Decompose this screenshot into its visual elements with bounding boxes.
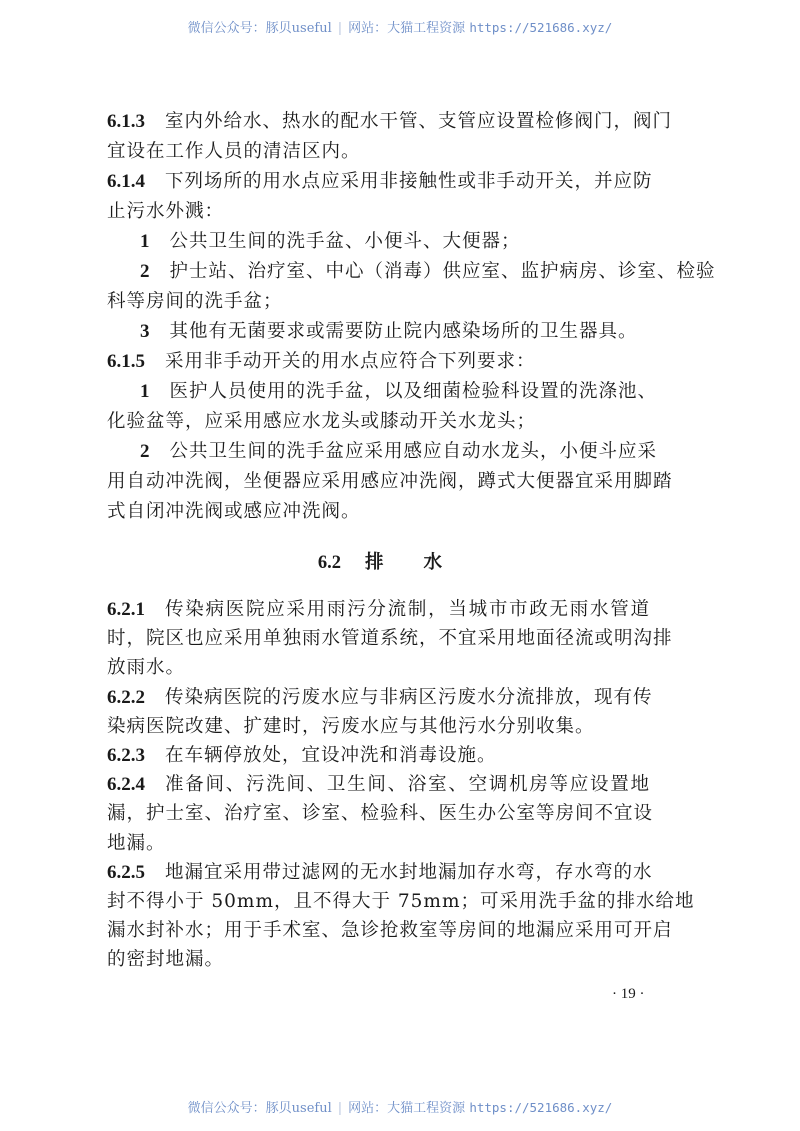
text-line — [107, 683, 653, 712]
line-text: 漏水封补水；用于手术室、急诊抢救室等房间的地漏应采用可开启 — [107, 920, 673, 942]
line-text: 室内外给水、热水的配水干管、支管应设置检修阀门，阀门 — [165, 111, 673, 132]
line-text: 放雨水。 — [107, 657, 186, 679]
item-number: 3 — [140, 321, 150, 342]
clause-number: 6.2.3 — [107, 744, 145, 766]
watermark-header — [0, 17, 800, 36]
line-text: 封不得小于 50mm，且不得大于 75mm；可采用洗手盆的排水给地 — [107, 890, 695, 912]
line-text: 下列场所的用水点应采用非接触性或非手动开关，并应防 — [165, 171, 653, 192]
line-text: 其他有无菌要求或需要防止院内感染场所的卫生器具。 — [169, 321, 638, 342]
page-number: · 19 · — [612, 986, 645, 1002]
line-text: 科等房间的洗手盆； — [107, 291, 283, 312]
item-number: 1 — [140, 231, 150, 252]
clause-number: 6.1.3 — [107, 111, 145, 132]
text-line — [107, 858, 653, 887]
text-line — [107, 257, 716, 287]
line-text: 用自动冲洗阀，坐便器应采用感应冲洗阀，蹲式大便器宜采用脚踏 — [107, 471, 673, 492]
line-text: 染病医院改建、扩建时，污废水应与其他污水分别收集。 — [107, 715, 595, 737]
line-text: 公共卫生间的洗手盆应采用感应自动水龙头，小便斗应采 — [169, 441, 658, 462]
clause-number: 6.2.2 — [107, 686, 145, 708]
line-text: 护士站、治疗室、中心（消毒）供应室、监护病房、诊室、检验 — [169, 261, 716, 282]
watermark-url[interactable]: https://521686.xyz/ — [469, 20, 613, 35]
line-text: 地漏。 — [107, 832, 166, 854]
line-text: 宜设在工作人员的清洁区内。 — [107, 141, 361, 162]
line-text: 式自闭冲洗阀或感应冲洗阀。 — [107, 501, 361, 522]
text-line — [107, 799, 654, 828]
line-text: 采用非手动开关的用水点应符合下列要求： — [165, 351, 536, 372]
watermark-url[interactable]: https://521686.xyz/ — [469, 1100, 613, 1115]
text-line — [107, 741, 650, 770]
item-number: 2 — [140, 441, 150, 462]
line-text: 在车辆停放处，宜设冲洗和消毒设施。 — [165, 744, 497, 766]
watermark-wechat: 微信公众号：豚贝useful — [187, 1101, 332, 1116]
watermark-site: 网站：大猫工程资源 — [348, 21, 466, 36]
watermark-footer — [0, 1097, 800, 1116]
line-text: 传染病医院应采用雨污分流制，当城市市政无雨水管道 — [165, 599, 650, 620]
section-heading-title: 排水 — [365, 552, 483, 573]
clause-number: 6.2.1 — [107, 599, 145, 620]
text-line — [107, 197, 650, 227]
line-text: 漏，护士室、治疗室、诊室、检验科、医生办公室等房间不宜设 — [107, 803, 654, 825]
line-text: 准备间、污洗间、卫生间、浴室、空调机房等应设置地 — [165, 774, 650, 796]
text-line — [107, 407, 650, 437]
watermark-site: 网站：大猫工程资源 — [348, 1101, 466, 1116]
clause-number: 6.2.5 — [107, 861, 145, 883]
line-text: 地漏宜采用带过滤网的无水封地漏加存水弯，存水弯的水 — [165, 861, 653, 883]
watermark-wechat: 微信公众号：豚贝useful — [187, 21, 332, 36]
line-text: 公共卫生间的洗手盆、小便斗、大便器； — [169, 231, 521, 252]
clause-number: 6.1.5 — [107, 351, 145, 372]
line-text: 化验盆等，应采用感应水龙头或膝动开关水龙头； — [107, 411, 537, 432]
watermark-divider: | — [337, 21, 343, 36]
section-6-1-clauses — [107, 107, 716, 527]
text-line — [107, 595, 650, 624]
clause-number: 6.2.4 — [107, 774, 145, 796]
text-line — [107, 437, 658, 467]
text-line — [107, 377, 658, 407]
text-line — [107, 916, 673, 945]
text-line — [107, 347, 650, 377]
text-line — [107, 624, 673, 653]
text-line — [107, 227, 650, 257]
item-number: 2 — [140, 261, 150, 282]
section-6-2-clauses — [107, 595, 695, 974]
text-line — [107, 829, 650, 858]
text-line — [107, 287, 650, 317]
section-heading — [0, 548, 800, 578]
text-line — [107, 770, 650, 799]
text-line — [107, 107, 673, 137]
clause-number: 6.1.4 — [107, 171, 145, 192]
text-line — [107, 887, 695, 916]
line-text: 医护人员使用的洗手盆，以及细菌检验科设置的洗涤池、 — [169, 381, 658, 402]
line-text: 时，院区也应采用单独雨水管道系统，不宜采用地面径流或明沟排 — [107, 628, 673, 650]
text-line — [107, 167, 653, 197]
text-line — [107, 137, 650, 167]
watermark-divider: | — [337, 1101, 343, 1116]
text-line — [107, 945, 650, 974]
section-heading-number: 6.2 — [317, 553, 342, 573]
item-number: 1 — [140, 381, 150, 402]
line-text: 的密封地漏。 — [107, 949, 225, 971]
text-line — [107, 497, 650, 527]
text-line — [107, 712, 650, 741]
text-line — [107, 317, 650, 347]
text-line — [107, 653, 650, 682]
line-text: 传染病医院的污废水应与非病区污废水分流排放，现有传 — [165, 686, 653, 708]
text-line — [107, 467, 673, 497]
line-text: 止污水外溅： — [107, 201, 225, 222]
